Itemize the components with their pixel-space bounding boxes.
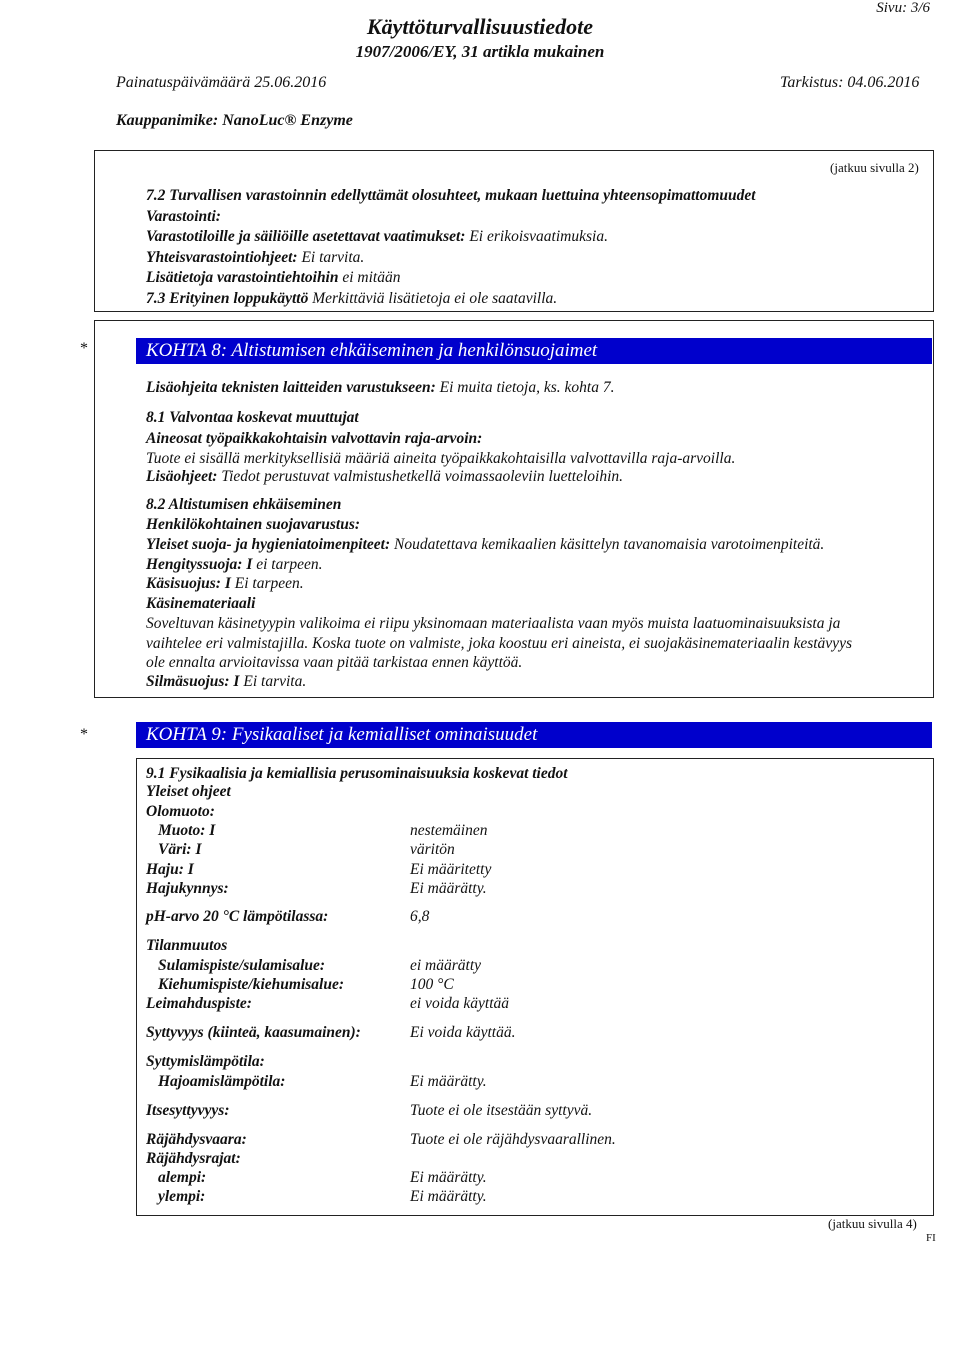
- explosion-value: Tuote ei ole räjähdysvaarallinen.: [410, 1131, 616, 1148]
- section8-title-band: [136, 338, 932, 364]
- state-change-label: Tilanmuutos: [146, 937, 228, 954]
- h73-value: Merkittäviä lisätietoja ei ole saatavilla.: [312, 290, 558, 307]
- eye-value: Ei tarvita.: [243, 673, 307, 690]
- change-marker: *: [80, 340, 88, 357]
- ph-label: pH-arvo 20 °C lämpötilassa:: [146, 908, 329, 925]
- appearance-label: Olomuoto:: [146, 803, 215, 820]
- heading-7-2: 7.2 Turvallisen varastoinnin edellyttämät olosuhteet, mukaan luettuina yhteensopimattomuudet: [146, 187, 756, 204]
- glove-material-label: Käsinemateriaali: [146, 595, 256, 612]
- language-code: FI: [926, 1232, 936, 1244]
- design-label: Lisäohjeita teknisten laitteiden varustukseen:: [146, 379, 436, 396]
- hand-protection: [146, 574, 304, 594]
- hygiene-value: Noudatettava kemikaalien käsittelyn tavanomaisia varotoimenpiteitä.: [393, 536, 825, 553]
- revision-date: Tarkistus: 04.06.2016: [780, 74, 920, 91]
- melting-value: ei määrätty: [410, 957, 482, 974]
- form-label: Muoto: I: [158, 822, 216, 839]
- flash-label: Leimahduspiste:: [146, 995, 252, 1012]
- glove-text-3: ole ennalta arvioitavissa vaan pitää tarkistaa ennen käyttöä.: [146, 654, 523, 671]
- additional-info: [146, 467, 623, 487]
- joint-value: Ei tarvita.: [301, 249, 365, 266]
- storage-label: Varastointi:: [146, 208, 221, 225]
- self-ignition-label: Itsesyttyvyys:: [146, 1102, 230, 1119]
- odour-threshold-label: Hajukynnys:: [146, 880, 229, 897]
- joint-storage: [146, 248, 364, 268]
- addl-label: Lisäohjeet:: [146, 468, 218, 485]
- heading-9-1: 9.1 Fysikaalisia ja kemiallisia perusominaisuuksia koskevat tiedot: [146, 765, 568, 782]
- odour-threshold-value: Ei määrätty.: [410, 880, 487, 897]
- extra-storage-info: [146, 268, 401, 288]
- decomposition-value: Ei määrätty.: [410, 1073, 487, 1090]
- design-info: [146, 378, 614, 398]
- upper-limit-label: ylempi:: [158, 1188, 206, 1205]
- resp-value: ei tarpeen.: [256, 556, 323, 573]
- continued-from: (jatkuu sivulla 2): [830, 160, 919, 175]
- req-value: Ei erikoisvaatimuksia.: [469, 228, 608, 245]
- glove-text-1: Soveltuvan käsinetyypin valikoima ei riipu yksinomaan materiaalista vaan myös muista laatuominaisuuksista ja: [146, 615, 841, 632]
- melting-label: Sulamispiste/sulamisalue:: [158, 957, 326, 974]
- glove-text-2: vaihtelee eri valmistajilla. Koska tuote on valmiste, joka koostuu eri aineista, ei suojakäsinemateriaalin kestävyys: [146, 635, 852, 652]
- document-subtitle: 1907/2006/EY, 31 artikla mukainen: [355, 42, 605, 61]
- ppe-label: Henkilökohtainen suojavarustus:: [146, 516, 361, 533]
- section9-title-band: [136, 722, 932, 748]
- general-info: Yleiset ohjeet: [146, 783, 231, 800]
- explosion-limits-label: Räjähdysrajat:: [146, 1150, 241, 1167]
- continued-to: (jatkuu sivulla 4): [828, 1216, 917, 1231]
- extra-label: Lisätietoja varastointiehtoihin: [146, 269, 339, 286]
- design-value: Ei muita tietoja, ks. kohta 7.: [439, 379, 615, 396]
- heading-8-1: 8.1 Valvontaa koskevat muuttujat: [146, 409, 359, 426]
- hand-label: Käsisuojus: I: [146, 575, 231, 592]
- colour-value: väritön: [410, 841, 455, 858]
- trade-name: Kauppanimike: NanoLuc® Enzyme: [116, 112, 353, 129]
- respiratory-protection: [146, 555, 323, 575]
- req-label: Varastotiloille ja säiliöille asetettavat vaatimukset:: [146, 228, 466, 245]
- section8-title: KOHTA 8: Altistumisen ehkäiseminen ja henkilönsuojaimet: [146, 340, 598, 361]
- print-date: Painatuspäivämäärä 25.06.2016: [116, 74, 327, 91]
- hygiene-measures: [146, 535, 824, 555]
- boiling-value: 100 °C: [410, 976, 454, 993]
- flash-value: ei voida käyttää: [410, 995, 509, 1012]
- hand-value: Ei tarpeen.: [234, 575, 304, 592]
- self-ignition-value: Tuote ei ole itsestään syttyvä.: [410, 1102, 593, 1119]
- form-value: nestemäinen: [410, 822, 488, 839]
- eye-label: Silmäsuojus: I: [146, 673, 240, 690]
- odour-value: Ei määritetty: [410, 861, 492, 878]
- extra-value: ei mitään: [342, 269, 401, 286]
- lower-limit-label: alempi:: [158, 1169, 207, 1186]
- specific-end-use: [146, 289, 557, 309]
- page-number: Sivu: 3/6: [876, 0, 930, 16]
- flammability-value: Ei voida käyttää.: [410, 1024, 516, 1041]
- change-marker-9: *: [80, 726, 88, 743]
- hygiene-label: Yleiset suoja- ja hygieniatoimenpiteet:: [146, 536, 391, 553]
- lower-limit-value: Ei määrätty.: [410, 1169, 487, 1186]
- decomposition-label: Hajoamislämpötila:: [158, 1073, 286, 1090]
- joint-label: Yhteisvarastointiohjeet:: [146, 249, 298, 266]
- h73-label: 7.3 Erityinen loppukäyttö: [146, 290, 309, 307]
- upper-limit-value: Ei määrätty.: [410, 1188, 487, 1205]
- explosion-label: Räjähdysvaara:: [146, 1131, 247, 1148]
- eye-protection: [146, 672, 306, 692]
- odour-label: Haju: I: [146, 861, 194, 878]
- colour-label: Väri: I: [158, 841, 202, 858]
- document-title: Käyttöturvallisuustiedote: [366, 14, 594, 39]
- storage-requirements: [146, 227, 608, 247]
- limits-value: Tuote ei sisällä merkityksellisiä määriä aineita työpaikkakohtaisilla valvottavilla raja-arvoilla.: [146, 450, 736, 467]
- heading-8-2: 8.2 Altistumisen ehkäiseminen: [146, 496, 342, 513]
- addl-value: Tiedot perustuvat valmistushetkellä voimassaoleviin luetteloihin.: [221, 468, 623, 485]
- section9-title: KOHTA 9: Fysikaaliset ja kemialliset ominaisuudet: [146, 724, 538, 745]
- resp-label: Hengityssuoja: I: [146, 556, 253, 573]
- boiling-label: Kiehumispiste/kiehumisalue:: [158, 976, 345, 993]
- ignition-label: Syttymislämpötila:: [146, 1053, 265, 1070]
- limits-label: Aineosat työpaikkakohtaisin valvottavin raja-arvoin:: [146, 430, 483, 447]
- ph-value: 6,8: [410, 908, 430, 925]
- flammability-label: Syttyvyys (kiinteä, kaasumainen):: [146, 1024, 361, 1041]
